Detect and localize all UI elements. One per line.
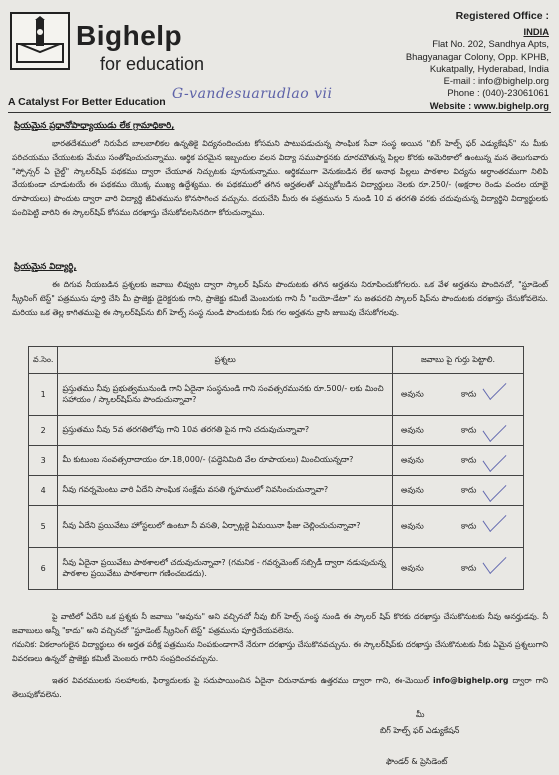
- instructions-paragraph: ఈ దిగువ నీయబడిన ప్రశ్నలకు జవాబు లివ్వుట ద్వారా స్కాలర్ షిప్‌ను పొందుటకు తగిన అర్హతను నిరూపించుకోగలరు. ఒక వేళ అర్హతను పొందినచో, "స్టూడెంట్ స్క్రీనింగ్ టెస్ట్" పత్రమును పూర్తి చేసి మీ ప్రాజెక్టు డైరెక్టరుకు గాని, ప్రాజెక్టు కమిటీ మెంబరుకు గాని నీ "బయో-డేటా" ను జతపరచి స్కాలర్ షిప్‌ను పొందుటకు దరఖాస్తు చేసుకోవలెను. మరియు ఒక తెల్ల కాగితముపై ఈ స్కాలర్‌షిప్‌ను బిగ్ హెల్ప్ సంస్థ నుండి పొందుటకు నీకు గల అర్హతను వ్రాసి జుబువు చేసుకోగలవు.: [12, 280, 548, 317]
- address-line: Kukatpally, Hyderabad, India: [429, 62, 549, 74]
- checkmark-icon: [483, 415, 507, 442]
- address-block: [406, 26, 549, 112]
- table-row: [29, 476, 524, 506]
- address-phone: Phone : (040)-23061061: [447, 87, 549, 99]
- answer-no-option[interactable]: కాదు: [461, 389, 477, 398]
- contact-text: ఇతర వివరములకు సలహాలకు, ఫిర్యాదులకు పై సదుపాయించిన ఏదైనా చిరునామాకు ఉత్తరము ద్వారా గాని, ఈ-మెయిల్: [52, 676, 429, 685]
- note-paragraph: గమనిక: వికలాంగులైన విద్యార్థులు ఈ అర్హత పరీక్ష పత్రమును నింపకుండాగానే నేరుగా దరఖాస్తు చేసుకొనవచ్చును. ఈ స్కాలర్‌షిప్‌కు దరఖాస్తు చేసుకొనుటకు నీకు ఏమైన ప్రశ్నలుగాని వివరణలు ఉన్నచో ప్రాజెక్టు కమిటీ మెంబరు గారిని సంప్రదించవచ్చును.: [12, 640, 548, 663]
- answer-yes-option[interactable]: అవును: [401, 563, 424, 572]
- answer-no-option[interactable]: కాదు: [461, 563, 477, 572]
- row-question: ప్రస్తుతము నీవు 5వ తరగతిలోపు గాని 10వ తరగతి పైన గాని చదువుచున్నావా?: [58, 416, 393, 446]
- row-answer-cell[interactable]: [393, 374, 524, 416]
- table-row: [29, 548, 524, 590]
- answer-yes-option[interactable]: అవును: [401, 455, 424, 464]
- answer-yes-option[interactable]: అవును: [401, 389, 424, 398]
- checkmark-icon: [483, 505, 507, 532]
- row-answer-cell[interactable]: [393, 506, 524, 548]
- contact-text-end: ద్వారా గాని తెలుపుకోవలెను.: [12, 676, 548, 699]
- registered-office-title: Registered Office :: [455, 10, 549, 22]
- table-row: [29, 506, 524, 548]
- row-question: నీవు ఏదైనా ప్రయివేటు పాఠశాలలో చదువుచున్నావా? (గమనిక - గవర్నమెంట్ సబ్సిడీ ద్వారా నడుపుచున్న పాఠశాల ప్రయివేటు పాఠశాలగా గణించబడదు).: [58, 548, 393, 590]
- address-email: E-mail : info@bighelp.org: [443, 75, 549, 87]
- checkmark-icon: [483, 373, 507, 400]
- answer-no-option[interactable]: కాదు: [461, 485, 477, 494]
- row-question: నీవు ఏదేని ప్రయివేటు హోస్టలులో ఉంటూ నీ వసతి, ఏర్పాట్లకై ఏమయినా ఫీజు చెల్లించుచున్నావా?: [58, 506, 393, 548]
- closing-yours: మీ: [416, 710, 425, 719]
- table-row: [29, 374, 524, 416]
- bighelp-logo-icon: [10, 12, 70, 70]
- answer-no-option[interactable]: కాదు: [461, 425, 477, 434]
- intro-paragraph: భారతదేశములో నిరుపేద బాలబాలికల ఉన్నతికై విద్యనందించుట కోసమని పాటుపడుచున్న సాంఘిక సేవా సంస్థ అయిన "బిగ్ హెల్ప్ ఫర్ ఎడ్యుకేషన్" ను మీకు పరిచయము చేయుటకు మేము సంతోషించుచున్నాము. ఆర్థిక పరమైన ఇబ్బందుల వలన విద్యా సముపార్జనకు దూరమౌతున్న పిల్లల కొరకు అమెరికాలో ఉంటున్న మన తెలుగువారు "స్పోన్సర్ ఏ చైల్డ్" స్కాలర్‌షిప్ పథకము ద్వారా చేయూత నిచ్చుటకు పూనుకున్నాము. ఆర్థికముగా వెనుకబడిన లేక అనాథ పిల్లలు పాఠశాల విద్యను అర్ధాంతరముగా నిలిపి వేయకుండా చూడుటయే ఈ పథకము యొక్క ముఖ్య ఉద్దేశ్యము. ఈ పథకములో తగిన అర్హతలతో ఎన్నుకోబడిన విద్యార్థులు నెలకు రూ.250/- (అక్షరాల రెండు వందల యాభై రూపాయలు) పొందుట ద్వారా వారి విద్యార్థి జీవితమును కొనసాగించ వచ్చును. దయచేసి మీరు ఈ పత్రమును 5 నుండి 10 వ తరగతి వరకు చదువుచున్న విద్యార్థిని విద్యార్థులకు పంచిపెట్టి వారిని ఈ స్కాలర్‌షిప్ కోసము దరఖాస్తు చేసుకోవలసినదిగా కోరుచున్నాము.: [12, 139, 548, 217]
- address-website: Website : www.bighelp.org: [429, 99, 549, 111]
- address-line: Flat No. 202, Sandhya Apts,: [432, 38, 549, 50]
- header-divider: [8, 112, 551, 113]
- row-answer-cell[interactable]: [393, 476, 524, 506]
- address-country: INDIA: [523, 26, 549, 37]
- contact-paragraph: [12, 674, 548, 702]
- table-row: [29, 446, 524, 476]
- eligibility-table: [28, 346, 524, 590]
- address-line: Bhagyanagar Colony, Opp. KPHB,: [405, 50, 549, 62]
- table-row: [29, 416, 524, 446]
- checkmark-icon: [483, 445, 507, 472]
- salutation-student: ప్రియమైన విద్యార్థి,: [14, 262, 77, 272]
- brand-name: Bighelp: [76, 20, 183, 51]
- answer-no-option[interactable]: కాదు: [461, 455, 477, 464]
- tagline: A Catalyst For Better Education: [8, 96, 166, 108]
- contact-email-link[interactable]: info@bighelp.org: [433, 676, 509, 685]
- row-answer-cell[interactable]: [393, 548, 524, 590]
- column-header-questions: ప్రశ్నలు: [58, 347, 393, 374]
- row-question: మీ కుటుంబ సంవత్సరాదాయం రూ.18,000/- (పద్దెనిమిది వేల రూపాయలు) మించియున్నదా?: [58, 446, 393, 476]
- row-question: నీవు గవర్నమెంటు వారి ఏదేని సాంఘిక సంక్షేమ వసతి గృహములో నివసించుచున్నావా?: [58, 476, 393, 506]
- row-number: 5: [29, 506, 58, 548]
- closing-title: ఫౌండర్ & ప్రెసిడెంట్: [386, 757, 448, 766]
- row-question: ప్రస్తుతము నీవు ప్రభుత్వమునుండి గాని ఏదైనా సంస్థనుండి గాని సంవత్సరమునకు రూ.500/- లకు మించి సహాయం / స్కాలర్‌షిప్‌ను పొందుచున్నావా?: [58, 374, 393, 416]
- row-answer-cell[interactable]: [393, 446, 524, 476]
- checkmark-icon: [483, 547, 507, 574]
- answer-no-option[interactable]: కాదు: [461, 521, 477, 530]
- answer-yes-option[interactable]: అవును: [401, 521, 424, 530]
- answer-yes-option[interactable]: అవును: [401, 425, 424, 434]
- column-header-number: వ.సెం.: [29, 347, 58, 374]
- result-paragraph: పై వాటిలో ఏదేని ఒక ప్రశ్నకు నీ జవాబు "అవును" అని వచ్చినచో నీవు బిగ్ హెల్ప్ సంస్థ నుండి ఈ స్కాలర్ షిప్ కొరకు దరఖాస్తు చేసుకొనుటకు నీవు అనర్హుడవు. నీ జవాబులు అన్నీ "కాదు" అని వచ్చినచో "స్టూడెంట్ స్క్రీనింగ్ టెస్ట్" పత్రమును పూర్తిచేయవలెను.: [12, 612, 548, 635]
- answer-yes-option[interactable]: అవును: [401, 485, 424, 494]
- handwritten-name: G-vandesuarudlao vii: [172, 86, 333, 102]
- closing-organization: బిగ్ హెల్ప్ ఫర్ ఎడ్యుకేషన్: [380, 726, 460, 735]
- row-number: 4: [29, 476, 58, 506]
- row-number: 3: [29, 446, 58, 476]
- row-number: 1: [29, 374, 58, 416]
- salutation-headmaster: ప్రియమైన ప్రధానోపాధ్యాయుడు లేక గ్రామాధికారి,: [14, 121, 175, 131]
- row-answer-cell[interactable]: [393, 416, 524, 446]
- checkmark-icon: [483, 475, 507, 502]
- brand-subtitle: for education: [100, 54, 205, 74]
- row-number: 6: [29, 548, 58, 590]
- column-header-answer: జవాబు పై గుర్తు పెట్టాలి.: [393, 347, 524, 374]
- table-header-row: [29, 347, 524, 374]
- row-number: 2: [29, 416, 58, 446]
